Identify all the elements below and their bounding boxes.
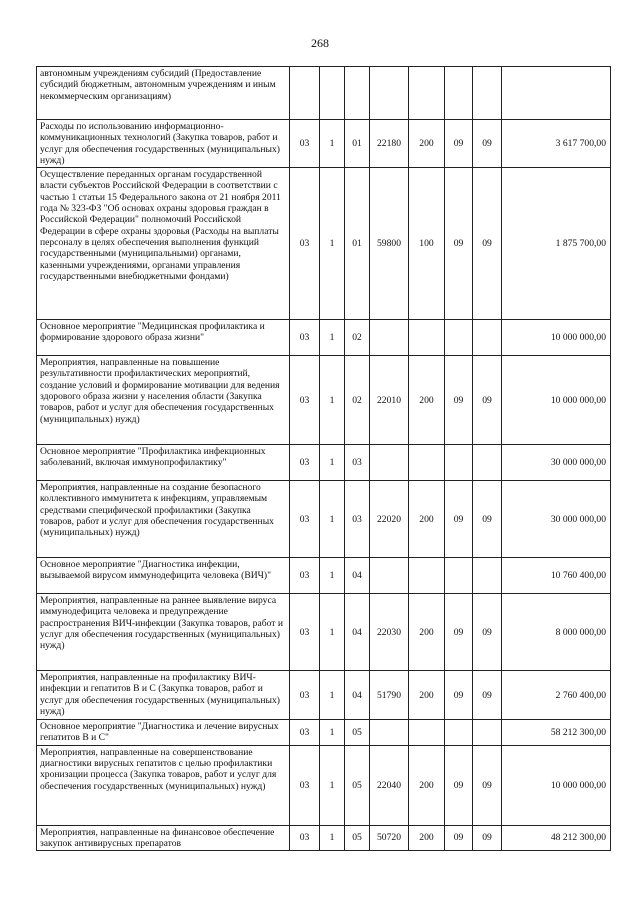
subprogram-code: 1 [320, 445, 345, 481]
program-code [290, 67, 320, 120]
row-description: Расходы по использованию информационно-коммуникационных технологий (Закупка товаров, работ и услуг для обеспечения государственных (муниципальных) нужд) [37, 120, 290, 168]
section-code [445, 720, 473, 746]
row-description: Мероприятия, направленные на финансовое обеспечение закупок антивирусных препаратов [37, 825, 290, 851]
subsection-code: 09 [473, 745, 502, 825]
direction-code [370, 445, 409, 481]
subprogram-code: 1 [320, 320, 345, 356]
budget-table [36, 66, 611, 851]
section-code: 09 [445, 120, 473, 168]
subsection-code [473, 445, 502, 481]
subprogram-code: 1 [320, 594, 345, 671]
section-code: 09 [445, 481, 473, 558]
program-code: 03 [290, 671, 320, 720]
activity-code: 03 [345, 445, 370, 481]
amount: 10 000 000,00 [502, 320, 611, 356]
row-description: Мероприятия, направленные на повышение результативности профилактических мероприятий, создание условий и формирование мотивации для ведения здорового образа жизни у населения области (Закупка товаров, работ и услуг для обеспечения государственных (муниципальных) нужд) [37, 356, 290, 445]
direction-code: 22180 [370, 120, 409, 168]
subprogram-code [320, 67, 345, 120]
section-code [445, 320, 473, 356]
subprogram-code: 1 [320, 558, 345, 594]
direction-code: 22020 [370, 481, 409, 558]
page-number: 268 [311, 36, 329, 50]
amount [502, 67, 611, 120]
table-row [37, 445, 611, 481]
row-description: Мероприятия, направленные на совершенствование диагностики вирусных гепатитов с целью профилактики хронизации процесса (Закупка товаров, работ и услуг для обеспечения государственных (муниципальных) нужд) [37, 745, 290, 825]
direction-code [370, 320, 409, 356]
direction-code [370, 558, 409, 594]
expense-type-code [409, 558, 445, 594]
amount: 48 212 300,00 [502, 825, 611, 851]
expense-type-code: 100 [409, 168, 445, 320]
amount: 58 212 300,00 [502, 720, 611, 746]
expense-type-code: 200 [409, 671, 445, 720]
expense-type-code: 200 [409, 594, 445, 671]
section-code: 09 [445, 168, 473, 320]
subprogram-code: 1 [320, 745, 345, 825]
activity-code: 05 [345, 720, 370, 746]
table-row [37, 594, 611, 671]
expense-type-code [409, 720, 445, 746]
amount: 10 000 000,00 [502, 745, 611, 825]
table-row [37, 558, 611, 594]
activity-code: 05 [345, 745, 370, 825]
direction-code: 59800 [370, 168, 409, 320]
subsection-code [473, 320, 502, 356]
table-row [37, 168, 611, 320]
expense-type-code: 200 [409, 825, 445, 851]
direction-code: 22010 [370, 356, 409, 445]
activity-code [345, 67, 370, 120]
subprogram-code: 1 [320, 356, 345, 445]
expense-type-code [409, 320, 445, 356]
program-code: 03 [290, 168, 320, 320]
activity-code: 04 [345, 558, 370, 594]
program-code: 03 [290, 445, 320, 481]
subsection-code [473, 720, 502, 746]
section-code: 09 [445, 594, 473, 671]
program-code: 03 [290, 825, 320, 851]
program-code: 03 [290, 594, 320, 671]
amount: 30 000 000,00 [502, 445, 611, 481]
direction-code: 22030 [370, 594, 409, 671]
section-code [445, 445, 473, 481]
amount: 1 875 700,00 [502, 168, 611, 320]
amount: 3 617 700,00 [502, 120, 611, 168]
activity-code: 05 [345, 825, 370, 851]
subprogram-code: 1 [320, 671, 345, 720]
row-description: Мероприятия, направленные на раннее выявление вируса иммунодефицита человека и предупреждение распространения ВИЧ-инфекции (Закупка товаров, работ и услуг для обеспечения государственных (муниципальных) нужд) [37, 594, 290, 671]
row-description: Мероприятия, направленные на профилактику ВИЧ-инфекции и гепатитов B и C (Закупка товаров, работ и услуг для обеспечения государственных (муниципальных) нужд) [37, 671, 290, 720]
subsection-code [473, 558, 502, 594]
table-row [37, 67, 611, 120]
activity-code: 01 [345, 168, 370, 320]
subprogram-code: 1 [320, 168, 345, 320]
activity-code: 03 [345, 481, 370, 558]
subprogram-code: 1 [320, 120, 345, 168]
section-code: 09 [445, 745, 473, 825]
amount: 8 000 000,00 [502, 594, 611, 671]
row-description: Основное мероприятие "Диагностика инфекции, вызываемой вирусом иммунодефицита человека (ВИЧ)" [37, 558, 290, 594]
subsection-code: 09 [473, 120, 502, 168]
program-code: 03 [290, 481, 320, 558]
direction-code: 22040 [370, 745, 409, 825]
amount: 2 760 400,00 [502, 671, 611, 720]
program-code: 03 [290, 120, 320, 168]
amount: 10 760 400,00 [502, 558, 611, 594]
section-code [445, 558, 473, 594]
subprogram-code: 1 [320, 481, 345, 558]
subsection-code: 09 [473, 168, 502, 320]
direction-code [370, 67, 409, 120]
subsection-code: 09 [473, 671, 502, 720]
program-code: 03 [290, 320, 320, 356]
expense-type-code: 200 [409, 481, 445, 558]
table-row [37, 481, 611, 558]
subsection-code: 09 [473, 356, 502, 445]
activity-code: 04 [345, 671, 370, 720]
expense-type-code: 200 [409, 120, 445, 168]
subsection-code: 09 [473, 481, 502, 558]
amount: 30 000 000,00 [502, 481, 611, 558]
subsection-code: 09 [473, 594, 502, 671]
row-description: автономным учреждениям субсидий (Предоставление субсидий бюджетным, автономным учреждениям и иным некоммерческим организациям) [37, 67, 290, 120]
section-code [445, 67, 473, 120]
section-code: 09 [445, 671, 473, 720]
program-code: 03 [290, 558, 320, 594]
activity-code: 02 [345, 356, 370, 445]
table-row [37, 745, 611, 825]
expense-type-code: 200 [409, 745, 445, 825]
program-code: 03 [290, 356, 320, 445]
activity-code: 02 [345, 320, 370, 356]
direction-code: 51790 [370, 671, 409, 720]
table-row [37, 825, 611, 851]
table-row [37, 356, 611, 445]
subsection-code: 09 [473, 825, 502, 851]
row-description: Мероприятия, направленные на создание безопасного коллективного иммунитета к инфекциям, управляемым средствами специфической профилактики (Закупка товаров, работ и услуг для обеспечения государственных (муниципальных) нужд) [37, 481, 290, 558]
section-code: 09 [445, 825, 473, 851]
program-code: 03 [290, 745, 320, 825]
subprogram-code: 1 [320, 720, 345, 746]
expense-type-code [409, 445, 445, 481]
activity-code: 04 [345, 594, 370, 671]
row-description: Основное мероприятие "Диагностика и лечение вирусных гепатитов B и C" [37, 720, 290, 746]
amount: 10 000 000,00 [502, 356, 611, 445]
row-description: Основное мероприятие "Медицинская профилактика и формирование здорового образа жизни" [37, 320, 290, 356]
direction-code: 50720 [370, 825, 409, 851]
expense-type-code: 200 [409, 356, 445, 445]
section-code: 09 [445, 356, 473, 445]
direction-code [370, 720, 409, 746]
row-description: Осуществление переданных органам государственной власти субъектов Российской Федерации в соответствии с частью 1 статьи 15 Федерального закона от 21 ноября 2011 года № 323-ФЗ "Об основах охраны здоровья граждан в Российской Федерации" полномочий Российской Федерации в сфере охраны здоровья (Расходы на выплаты персоналу в целях обеспечения выполнения функций государственными (муниципальными) органами, казенными учреждениями, органами управления государственными внебюджетными фондами) [37, 168, 290, 320]
activity-code: 01 [345, 120, 370, 168]
table-row [37, 320, 611, 356]
table-row [37, 671, 611, 720]
row-description: Основное мероприятие "Профилактика инфекционных заболеваний, включая иммунопрофилактику" [37, 445, 290, 481]
program-code: 03 [290, 720, 320, 746]
table-row [37, 120, 611, 168]
subprogram-code: 1 [320, 825, 345, 851]
subsection-code [473, 67, 502, 120]
table-row [37, 720, 611, 746]
expense-type-code [409, 67, 445, 120]
